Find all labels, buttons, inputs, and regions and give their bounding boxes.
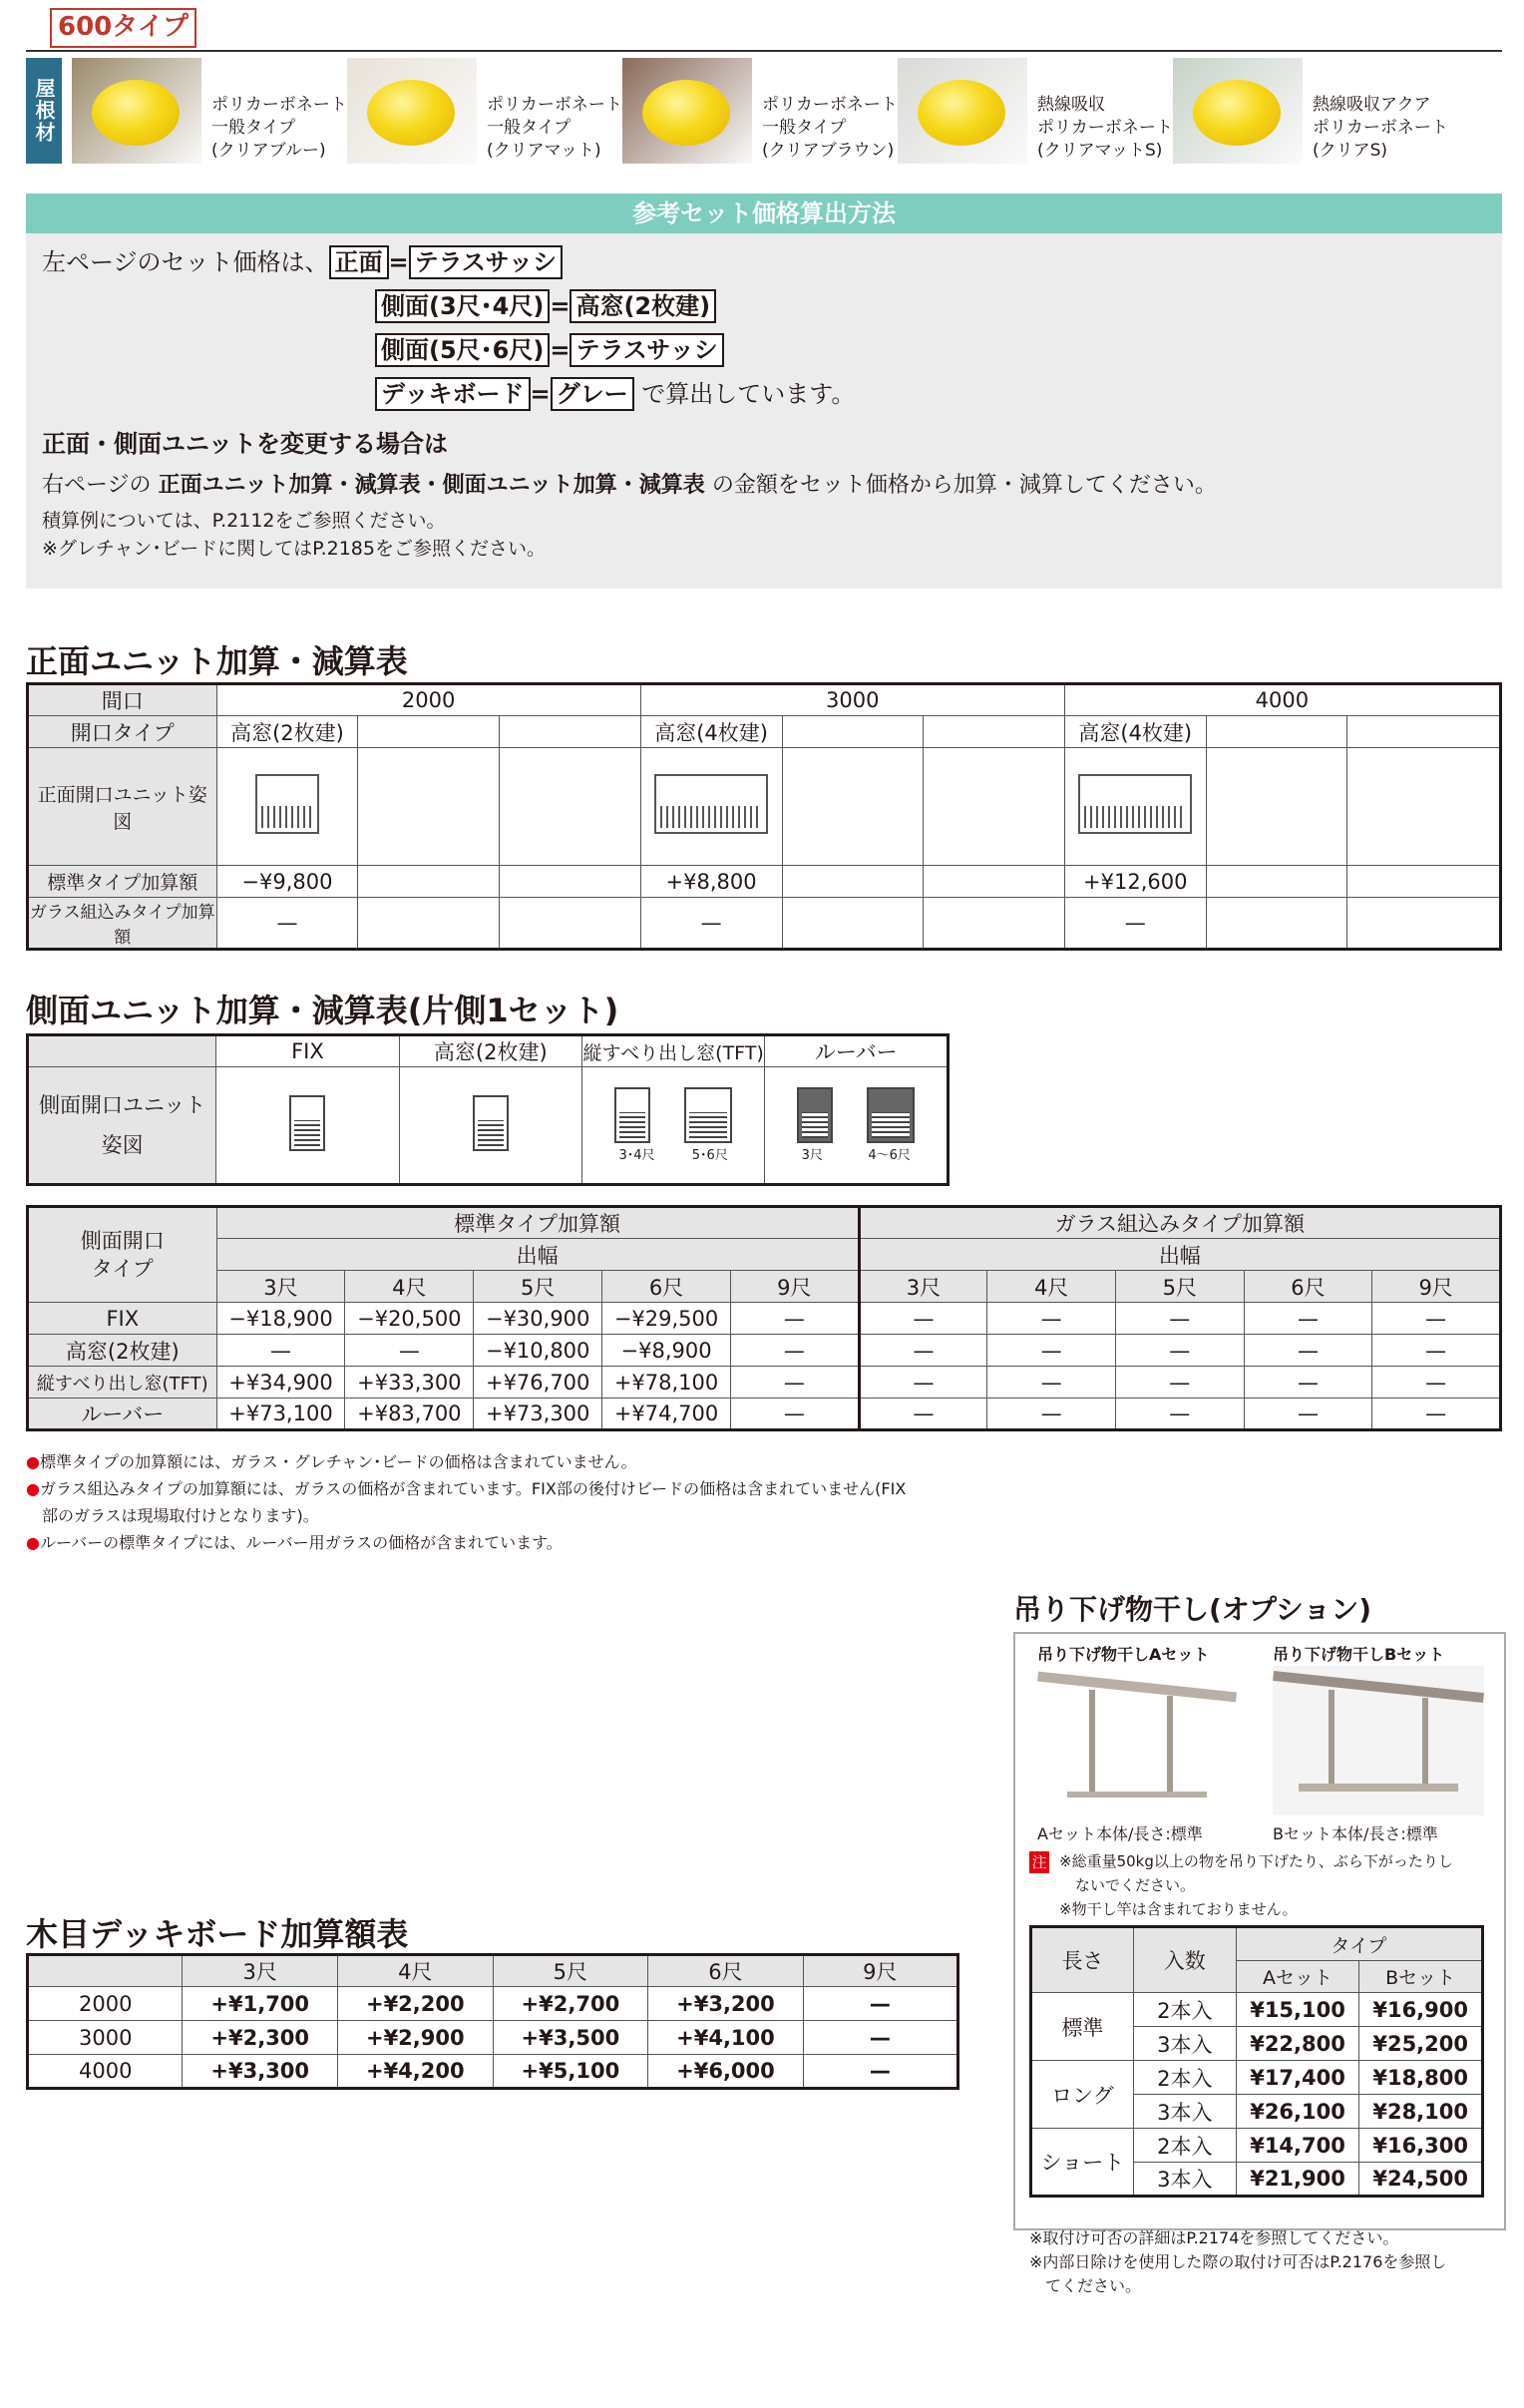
price-cell: —: [1115, 1335, 1244, 1367]
price-cell: —: [987, 1399, 1116, 1430]
terrace-sash-box: テラスサッシ: [409, 245, 563, 279]
count-cell: 3本入: [1133, 2163, 1236, 2197]
price-cell: —: [1244, 1335, 1372, 1367]
calc-line-2: [375, 289, 716, 323]
roof-sample-label: ポリカーボネート 一般タイプ (クリアブラウン): [762, 95, 898, 161]
price-cell: —: [730, 1399, 859, 1430]
set-b-caption: Bセット本体/長さ:標準: [1273, 1824, 1438, 1843]
caption: 3尺: [801, 1147, 823, 1163]
price-cell: +¥73,100: [216, 1399, 345, 1430]
tft-unit-figure: [684, 1087, 732, 1143]
change-pre: 右ページの: [42, 473, 152, 498]
note-line: [26, 1448, 906, 1475]
grey-box: グレー: [551, 377, 634, 411]
bullet-icon: ●: [26, 1452, 40, 1471]
price-cell: +¥74,700: [602, 1399, 731, 1430]
size-header: 3尺: [183, 1955, 338, 1987]
side-type-header: FIX: [216, 1035, 399, 1067]
calc-outro: で算出しています。: [641, 380, 856, 408]
price-cell: −¥9,800: [216, 866, 358, 898]
price-cell: —: [1372, 1367, 1501, 1399]
price-cell: ¥21,900: [1236, 2163, 1359, 2197]
deck-box: デッキボード: [375, 377, 531, 411]
price-cell: —: [1115, 1303, 1244, 1335]
size-header: 6尺: [602, 1271, 731, 1303]
set-b-image: [1273, 1666, 1484, 1815]
caution-mark: 注: [1029, 1851, 1049, 1873]
fix-unit-figure: [289, 1095, 325, 1151]
label-line: 姿図: [101, 1133, 144, 1157]
price-cell: +¥33,300: [345, 1367, 474, 1399]
row-label: 3000: [28, 2021, 183, 2055]
row-label: 開口タイプ: [28, 716, 217, 748]
hanger-footnotes: [1029, 2226, 1446, 2298]
lemon-photo: [1193, 80, 1281, 146]
type-cell: 高窓(4枚建): [640, 716, 782, 748]
change-heading: 正面・側面ユニットを変更する場合は: [42, 430, 449, 458]
size-header: 4尺: [345, 1271, 474, 1303]
price-cell: ¥15,100: [1236, 1993, 1359, 2027]
caption: 3･4尺: [618, 1147, 655, 1163]
roof-sample-image: [898, 58, 1027, 164]
change-bold: 正面ユニット加算・減算表・側面ユニット加算・減算表: [158, 473, 705, 498]
calc-line-1: [42, 245, 563, 279]
type-cell: 高窓(2枚建): [216, 716, 358, 748]
size-header: 4尺: [338, 1955, 494, 1987]
change-post: の金額をセット価格から加算・減算してください。: [711, 473, 1217, 498]
price-cell: —: [216, 898, 358, 950]
caution-line: ないでください。: [1075, 1876, 1196, 1894]
table-row: [28, 1399, 1501, 1430]
set-a-header: Aセット: [1236, 1961, 1359, 1993]
terrace-sash-box: テラスサッシ: [570, 333, 723, 367]
width-cell: 2000: [216, 684, 640, 716]
label-line: タイプ: [91, 1257, 154, 1281]
price-cell: +¥2,900: [338, 2021, 494, 2055]
calc-method-title: 参考セット価格算出方法: [26, 194, 1502, 233]
price-cell: +¥4,200: [338, 2055, 494, 2089]
calc-line-4: [375, 377, 855, 411]
price-notes: [26, 1448, 906, 1556]
type-header: タイプ: [1236, 1927, 1482, 1961]
side-type-header: [28, 1207, 217, 1303]
caption: 4〜6尺: [868, 1147, 911, 1163]
calc-intro: 左ページのセット価格は、: [42, 248, 329, 276]
projection-header: 出幅: [859, 1239, 1500, 1271]
width-cell: 4000: [1064, 684, 1500, 716]
footnote-line: ※取付け可否の詳細はP.2174を参照してください。: [1029, 2228, 1399, 2247]
table-row: [28, 1335, 1501, 1367]
roof-sample-label: 熱線吸収 ポリカーボネート (クリアマットS): [1037, 95, 1173, 161]
price-cell: ¥24,500: [1359, 2163, 1483, 2197]
side-type-header: 高窓(2枚建): [399, 1035, 581, 1067]
price-cell: —: [803, 2055, 957, 2089]
front-box: 正面: [329, 245, 389, 279]
row-label: ルーバー: [28, 1399, 217, 1430]
figure-captions: [765, 1148, 947, 1164]
price-cell: —: [1372, 1303, 1501, 1335]
calc-line-3: [375, 333, 724, 367]
top-rule: [26, 50, 1502, 52]
takamado-unit-figure: [473, 1095, 509, 1151]
row-label: 正面開口ユニット姿図: [28, 748, 217, 866]
side-table-title: 側面ユニット加算・減算表(片側1セット): [26, 992, 619, 1029]
size-header: 4尺: [987, 1271, 1116, 1303]
price-cell: +¥34,900: [216, 1367, 345, 1399]
row-label: 4000: [28, 2055, 183, 2089]
note-line: [26, 1529, 906, 1556]
price-cell: —: [1244, 1303, 1372, 1335]
side-figure-label: [28, 1067, 216, 1185]
front-unit-figure: [255, 774, 319, 834]
price-cell: −¥20,500: [345, 1303, 474, 1335]
type-cell: 高窓(4枚建): [1064, 716, 1206, 748]
price-cell: —: [859, 1303, 987, 1335]
price-cell: —: [1115, 1399, 1244, 1430]
side-price-table: [26, 1205, 1502, 1431]
roof-sample-label: ポリカーボネート 一般タイプ (クリアマット): [487, 95, 622, 161]
count-cell: 2本入: [1133, 1993, 1236, 2027]
set-a-image: [1037, 1666, 1237, 1815]
row-label: 間口: [28, 684, 217, 716]
price-cell: —: [1244, 1399, 1372, 1430]
price-cell: ¥17,400: [1236, 2061, 1359, 2095]
front-unit-table: [26, 682, 1502, 951]
table-row: [1031, 2061, 1483, 2095]
price-cell: +¥12,600: [1064, 866, 1206, 898]
row-label: ガラス組込みタイプ加算額: [28, 898, 217, 950]
louver-unit-figure: [867, 1087, 915, 1143]
louver-unit-figure: [797, 1087, 833, 1143]
count-cell: 2本入: [1133, 2129, 1236, 2163]
size-header: 9尺: [730, 1271, 859, 1303]
price-cell: —: [1244, 1367, 1372, 1399]
price-cell: +¥1,700: [183, 1987, 338, 2021]
note-text: ガラス組込みタイプの加算額には、ガラスの価格が含まれています。FIX部の後付けビードの価格は含まれていません(FIX: [39, 1479, 907, 1498]
lemon-photo: [642, 80, 730, 146]
row-label: FIX: [28, 1303, 217, 1335]
price-cell: ¥25,200: [1359, 2027, 1483, 2061]
roof-sample-image: [72, 58, 201, 164]
table-row: [1031, 2129, 1483, 2163]
size-header: 9尺: [1372, 1271, 1501, 1303]
price-cell: —: [216, 1335, 345, 1367]
table-row: [28, 1987, 958, 2021]
size-header: 9尺: [803, 1955, 957, 1987]
label-line: 側面開口ユニット: [39, 1093, 206, 1117]
side-34-box: 側面(3尺･4尺): [375, 289, 550, 323]
example-note: 積算例については、P.2112をご参照ください。: [42, 510, 446, 532]
price-cell: —: [803, 1987, 957, 2021]
front-unit-figure: [654, 774, 768, 834]
row-label: 2000: [28, 1987, 183, 2021]
size-header: 5尺: [493, 1955, 648, 1987]
price-cell: —: [730, 1367, 859, 1399]
change-text: [42, 469, 1217, 503]
size-header: 3尺: [859, 1271, 987, 1303]
price-cell: +¥73,300: [474, 1399, 602, 1430]
side-type-header: ルーバー: [765, 1035, 949, 1067]
length-cell: ショート: [1031, 2129, 1134, 2197]
price-cell: —: [859, 1335, 987, 1367]
count-cell: 2本入: [1133, 2061, 1236, 2095]
set-a-label: 吊り下げ物干しAセット: [1037, 1645, 1210, 1664]
bullet-icon: ●: [26, 1533, 40, 1552]
price-cell: —: [803, 2021, 957, 2055]
price-cell: —: [987, 1303, 1116, 1335]
price-cell: −¥18,900: [216, 1303, 345, 1335]
price-cell: −¥30,900: [474, 1303, 602, 1335]
caution-line: ※総重量50kg以上の物を吊り下げたり、ぶら下がったりし: [1059, 1852, 1453, 1870]
price-cell: —: [730, 1303, 859, 1335]
price-cell: —: [987, 1335, 1116, 1367]
caption: 5･6尺: [691, 1147, 728, 1163]
takamado-box: 高窓(2枚建): [570, 289, 716, 323]
row-label: 標準タイプ加算額: [28, 866, 217, 898]
front-unit-figure: [1078, 774, 1192, 834]
price-cell: ¥16,900: [1359, 1993, 1483, 2027]
price-cell: +¥78,100: [602, 1367, 731, 1399]
bullet-icon: ●: [26, 1479, 40, 1498]
lemon-photo: [92, 80, 180, 146]
price-cell: −¥10,800: [474, 1335, 602, 1367]
front-table-title: 正面ユニット加算・減算表: [26, 642, 408, 680]
price-cell: −¥8,900: [602, 1335, 731, 1367]
type-badge: 600タイプ: [50, 8, 196, 48]
set-b-label: 吊り下げ物干しBセット: [1273, 1645, 1445, 1664]
equals: =: [530, 380, 551, 408]
footnote-line: ※内部日除けを使用した際の取付け可否はP.2176を参照し: [1029, 2252, 1447, 2271]
size-header: 3尺: [216, 1271, 345, 1303]
price-cell: —: [1372, 1335, 1501, 1367]
count-cell: 3本入: [1133, 2027, 1236, 2061]
lemon-photo: [918, 80, 1005, 146]
roof-sample-image: [347, 58, 477, 164]
deck-table-title: 木目デッキボード加算額表: [26, 1915, 409, 1953]
price-cell: +¥2,300: [183, 2021, 338, 2055]
price-cell: +¥76,700: [474, 1367, 602, 1399]
size-header: 6尺: [1244, 1271, 1372, 1303]
table-row: [28, 1367, 1501, 1399]
count-cell: 3本入: [1133, 2095, 1236, 2129]
roof-sample-image: [1173, 58, 1303, 164]
table-row: [1031, 1993, 1483, 2027]
note-text: ルーバーの標準タイプには、ルーバー用ガラスの価格が含まれています。: [39, 1533, 563, 1552]
price-cell: +¥3,500: [493, 2021, 648, 2055]
roof-sample-label: 熱線吸収アクア ポリカーボネート (クリアS): [1313, 95, 1448, 161]
price-cell: +¥5,100: [493, 2055, 648, 2089]
deck-price-table: [26, 1953, 959, 2090]
price-cell: ¥16,300: [1359, 2129, 1483, 2163]
table-row: [28, 2021, 958, 2055]
length-cell: 標準: [1031, 1993, 1134, 2061]
price-cell: —: [1372, 1399, 1501, 1430]
side-figure-table: [26, 1033, 950, 1186]
price-cell: —: [1064, 898, 1206, 950]
note-text: 標準タイプの加算額には、ガラス・グレチャン･ビードの価格は含まれていません。: [39, 1452, 637, 1471]
note-line: [26, 1475, 906, 1502]
glass-group-header: ガラス組込みタイプ加算額: [859, 1207, 1500, 1239]
price-cell: ¥28,100: [1359, 2095, 1483, 2129]
price-cell: +¥3,300: [183, 2055, 338, 2089]
hanger-price-table: [1029, 1925, 1484, 2198]
table-row: [28, 1303, 1501, 1335]
label-line: 側面開口: [80, 1229, 165, 1253]
width-cell: 3000: [640, 684, 1064, 716]
side-type-header: 縦すべり出し窓(TFT): [581, 1035, 764, 1067]
tft-unit-figure: [614, 1087, 650, 1143]
price-cell: —: [1115, 1367, 1244, 1399]
price-cell: ¥26,100: [1236, 2095, 1359, 2129]
price-cell: —: [640, 898, 782, 950]
row-label: 縦すべり出し窓(TFT): [28, 1367, 217, 1399]
projection-header: 出幅: [216, 1239, 859, 1271]
table-row: [28, 2055, 958, 2089]
equals: =: [388, 248, 409, 276]
set-b-header: Bセット: [1359, 1961, 1483, 1993]
equals: =: [550, 292, 571, 320]
price-cell: +¥2,700: [493, 1987, 648, 2021]
length-cell: ロング: [1031, 2061, 1134, 2129]
row-label: 高窓(2枚建): [28, 1335, 217, 1367]
hanger-title: 吊り下げ物干し(オプション): [1013, 1593, 1372, 1626]
standard-group-header: 標準タイプ加算額: [216, 1207, 859, 1239]
size-header: 5尺: [1115, 1271, 1244, 1303]
figure-captions: [582, 1148, 764, 1164]
price-cell: ¥18,800: [1359, 2061, 1483, 2095]
lemon-photo: [367, 80, 455, 146]
equals: =: [550, 336, 571, 364]
size-header: 5尺: [474, 1271, 602, 1303]
bead-note: ※グレチャン･ビードに関してはP.2185をご参照ください。: [42, 538, 546, 560]
size-header: 6尺: [648, 1955, 804, 1987]
price-cell: −¥29,500: [602, 1303, 731, 1335]
price-cell: +¥4,100: [648, 2021, 804, 2055]
roof-sample-label: ポリカーボネート 一般タイプ (クリアブルー): [211, 95, 347, 161]
side-56-box: 側面(5尺･6尺): [375, 333, 550, 367]
price-cell: ¥22,800: [1236, 2027, 1359, 2061]
count-header: 入数: [1133, 1927, 1236, 1993]
price-cell: —: [345, 1335, 474, 1367]
length-header: 長さ: [1031, 1927, 1134, 1993]
price-cell: —: [730, 1335, 859, 1367]
roof-material-header: 屋根材: [26, 58, 62, 164]
note-line: [26, 1502, 906, 1529]
roof-sample-image: [622, 58, 752, 164]
price-cell: —: [987, 1367, 1116, 1399]
price-cell: +¥2,200: [338, 1987, 494, 2021]
price-cell: —: [859, 1399, 987, 1430]
caution-line: ※物干し竿は含まれておりません。: [1059, 1900, 1298, 1918]
set-a-caption: Aセット本体/長さ:標準: [1037, 1824, 1203, 1843]
hanger-caution: [1059, 1849, 1453, 1921]
price-cell: +¥3,200: [648, 1987, 804, 2021]
note-text: 部のガラスは現場取付けとなります)。: [42, 1506, 319, 1525]
price-cell: +¥6,000: [648, 2055, 804, 2089]
price-cell: +¥8,800: [640, 866, 782, 898]
price-cell: —: [859, 1367, 987, 1399]
price-cell: ¥14,700: [1236, 2129, 1359, 2163]
footnote-line: てください。: [1045, 2276, 1142, 2295]
price-cell: +¥83,700: [345, 1399, 474, 1430]
